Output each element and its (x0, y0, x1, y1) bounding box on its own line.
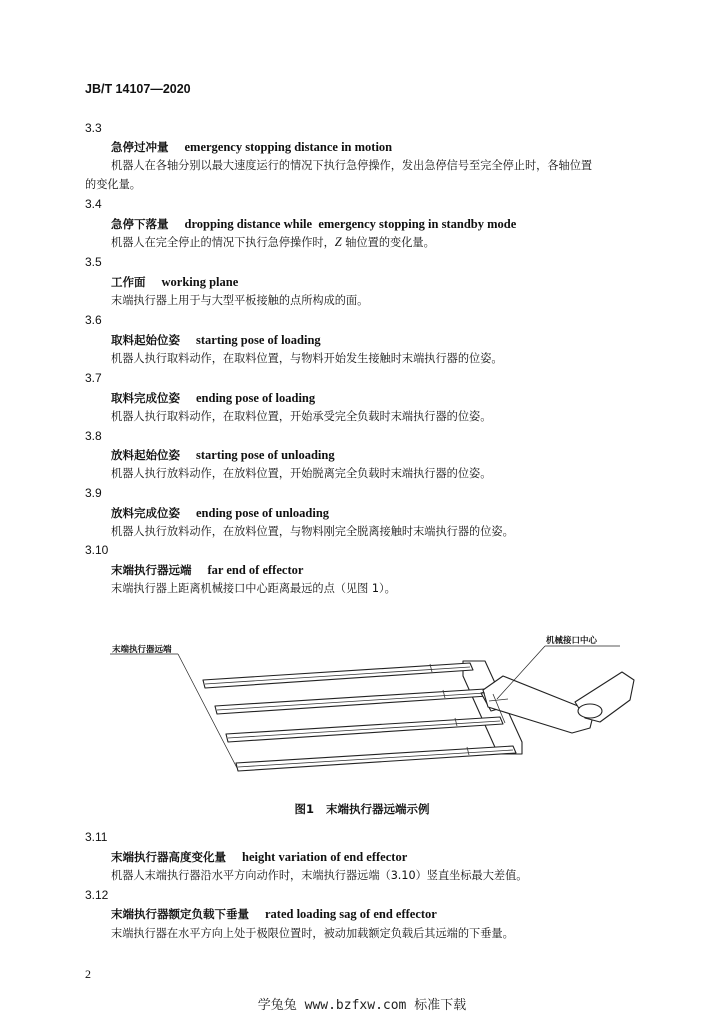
watermark-footer: 学兔兔 www.bzfxw.com 标准下载 (257, 998, 467, 1013)
axis-variable: Z (334, 235, 342, 249)
term-en: ending pose of loading (196, 391, 316, 405)
clause-number: 3.10 (85, 543, 109, 557)
clause-number: 3.9 (85, 486, 102, 500)
fork-edge-line (217, 693, 485, 710)
fork-edge-line (238, 750, 513, 767)
term-heading (111, 906, 437, 922)
term-zh: 取料起始位姿 (111, 333, 180, 347)
term-definition: 末端执行器在水平方向上处于极限位置时，被动加载额定负载后其远端的下垂量。 (111, 927, 514, 940)
term-en: dropping distance while emergency stopping in standby mode (184, 217, 517, 231)
term-en: starting pose of unloading (196, 448, 335, 462)
term-definition: 机器人执行放料动作，在放料位置，开始脱离完全负载时末端执行器的位姿。 (111, 467, 492, 480)
term-zh: 末端执行器高度变化量 (111, 850, 226, 864)
term-zh: 放料完成位姿 (111, 506, 180, 520)
figure-title: 末端执行器远端示例 (326, 802, 430, 816)
definition-text: 机器人在完全停止的情况下执行急停操作时， (111, 236, 335, 249)
fork-edge-line (205, 667, 470, 684)
term-definition: 机器人执行取料动作，在取料位置，开始承受完全负载时末端执行器的位姿。 (111, 410, 492, 423)
figure-number: 图1 (294, 802, 314, 816)
term-definition: 机器人在各轴分别以最大速度运行的情况下执行急停操作，发出急停信号至完全停止时，各轴位置 (111, 159, 593, 172)
term-en: height variation of end effector (242, 850, 408, 864)
term-definition-cont: 的变化量。 (85, 178, 141, 191)
clause-number: 3.5 (85, 255, 102, 269)
page-number: 2 (85, 967, 91, 981)
clause-number: 3.8 (85, 429, 102, 443)
term-zh: 工作面 (111, 275, 146, 289)
term-zh: 急停下落量 (111, 217, 169, 231)
clause-number: 3.3 (85, 121, 102, 135)
term-definition: 末端执行器上用于与大型平板接触的点所构成的面。 (111, 294, 369, 307)
definition-text: 轴位置的变化量。 (341, 236, 435, 249)
term-en: rated loading sag of end effector (265, 907, 437, 921)
term-heading (111, 849, 407, 865)
standard-number: JB/T 14107—2020 (85, 82, 191, 96)
label-mechanical-interface: 机械接口中心 (546, 636, 598, 646)
term-zh: 放料起始位姿 (111, 448, 180, 462)
term-en: far end of effector (207, 563, 304, 577)
term-zh: 急停过冲量 (111, 140, 169, 154)
arm-joint (578, 704, 602, 718)
fork-edge-line (228, 721, 500, 738)
term-definition: 机器人执行取料动作，在取料位置，与物料开始发生接触时末端执行器的位姿。 (111, 352, 503, 365)
term-zh: 取料完成位姿 (111, 391, 180, 405)
term-definition: 末端执行器上距离机械接口中心距离最远的点（见图 1）。 (111, 582, 396, 595)
clause-number: 3.12 (85, 888, 109, 902)
clause-number: 3.11 (85, 830, 108, 844)
label-far-end: 末端执行器远端 (112, 645, 172, 655)
clause-number: 3.6 (85, 313, 102, 327)
term-zh: 末端执行器远端 (111, 563, 192, 577)
clause-number: 3.4 (85, 197, 102, 211)
term-en: emergency stopping distance in motion (184, 140, 393, 154)
clause-number: 3.7 (85, 371, 102, 385)
term-definition: 机器人执行放料动作，在放料位置，与物料刚完全脱离接触时末端执行器的位姿。 (111, 525, 514, 538)
term-zh: 末端执行器额定负载下垂量 (111, 907, 249, 921)
term-en: starting pose of loading (196, 333, 321, 347)
term-en: working plane (161, 275, 239, 289)
figure-caption (0, 801, 724, 817)
term-en: ending pose of unloading (196, 506, 330, 520)
term-definition: 机器人末端执行器沿水平方向动作时，末端执行器远端（3.10）竖直坐标最大差值。 (111, 869, 528, 882)
